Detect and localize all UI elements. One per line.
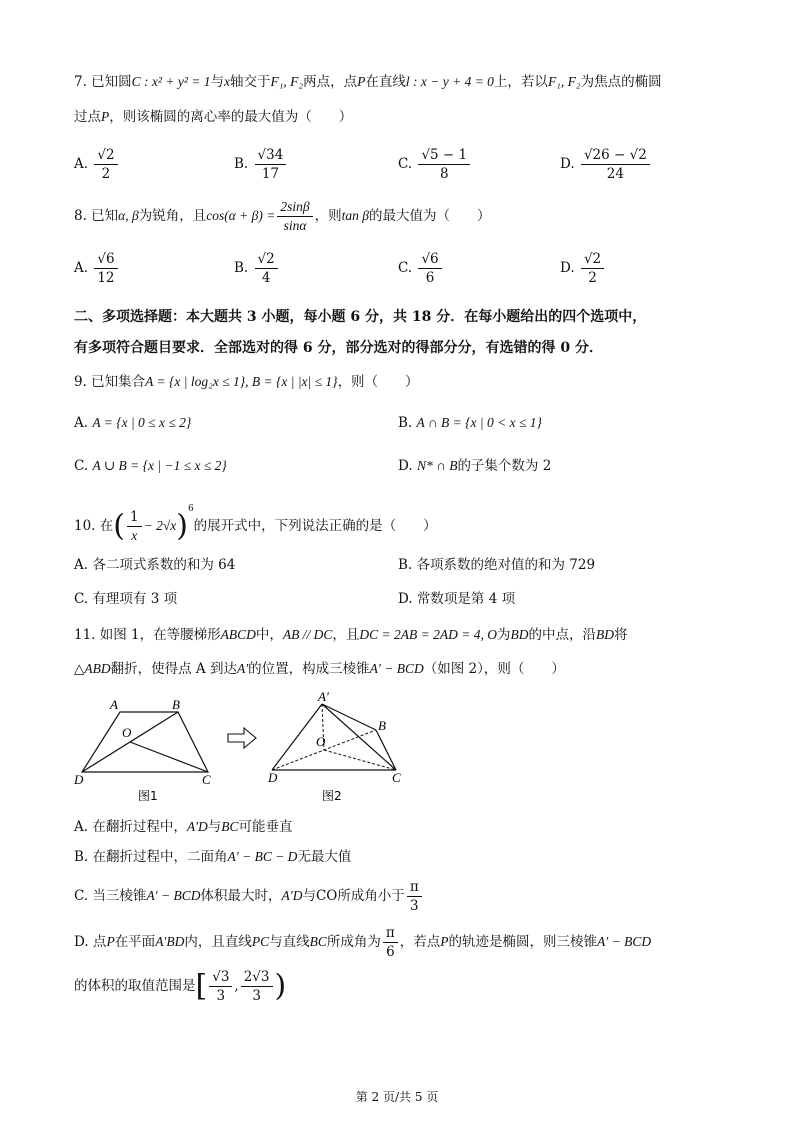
q10-power: 6 [187, 503, 194, 514]
q7-text: 两点，点 [303, 74, 358, 90]
frac-num: √3 [209, 968, 232, 987]
option-fraction [418, 250, 441, 287]
q8-option-c[interactable] [398, 250, 444, 287]
q8-text: 8. 已知 [74, 208, 119, 224]
q11-text: 无最大值 [297, 849, 352, 865]
edge-bc [376, 730, 396, 770]
q10-option-d[interactable]: D. 常数项是第 4 项 [398, 591, 516, 607]
option-fraction [581, 250, 604, 287]
q8-text: 为锐角，且 [138, 208, 207, 224]
q10-text: 10. 在 [74, 518, 114, 534]
q7-text: 在直线 [365, 74, 406, 90]
frac-num: 2√3 [241, 968, 273, 987]
q8-option-a[interactable] [74, 250, 120, 287]
label-a-prime: A′ [318, 690, 329, 704]
q11-text: 所成角小于 [337, 888, 405, 904]
frac-num: 1 [127, 508, 142, 527]
option-label: A. [74, 260, 89, 276]
frac-num: π [383, 924, 398, 943]
q11-text: 的位置，构成三棱锥 [248, 661, 370, 677]
q7-option-c[interactable] [398, 146, 472, 183]
range-low [209, 968, 232, 1005]
q11-text: C. 当三棱锥 [74, 888, 147, 904]
figure-1-caption: 图1 [138, 789, 158, 803]
q7-text: 轴交于 [229, 74, 271, 90]
figure-2-caption: 图2 [322, 789, 342, 803]
q11-option-d[interactable] [74, 924, 651, 961]
q11-option-b[interactable] [74, 847, 351, 867]
q7-option-a[interactable] [74, 146, 120, 183]
label-a: A [110, 697, 118, 712]
q7-text: 为焦点的椭圆 [580, 74, 662, 90]
q11-math: BC [221, 819, 239, 834]
q11-math: A′ − BCD [369, 661, 424, 676]
edge-ab [322, 704, 376, 730]
q11-text: 体积最大时， [200, 888, 282, 904]
frac-num: √34 [255, 146, 287, 165]
q7-var-p: P [357, 74, 366, 89]
q8-text: 的最大值为（ ） [368, 208, 491, 224]
q7-foci: F₁, F₂ [270, 74, 304, 89]
q8-vars: α, β [118, 208, 139, 223]
q11-line1 [74, 625, 627, 645]
q11-math: A′BD [155, 934, 185, 949]
q9-option-d-math: N* ∩ B [416, 458, 458, 473]
q10-option-c[interactable]: C. 有理项有 3 项 [74, 591, 178, 607]
q7-text: 与 [210, 74, 224, 90]
q10-option-b[interactable]: B. 各项系数的绝对值的和为 729 [398, 557, 596, 573]
option-fraction [255, 250, 278, 287]
q11-text: 与 [207, 819, 222, 835]
q11-math: △ABD [74, 661, 111, 676]
q8-text: ，则 [314, 208, 342, 224]
q11-option-d-line2: 的体积的取值范围是[ $\frac{√3}{3}$ , $\frac{2√3}{3}$ ) [74, 968, 287, 1004]
option-label: C. [74, 458, 89, 474]
q7-foci-2: F₁, F₂ [547, 74, 581, 89]
q9-option-b-math: A ∩ B = {x | 0 < x ≤ 1} [416, 415, 542, 430]
option-fraction [94, 250, 117, 287]
q11-math: A′ − BCD [597, 934, 652, 949]
q11-text: 在平面 [114, 934, 156, 950]
q11-text: （如图 2），则（ ） [423, 661, 565, 677]
q11-text: 将 [613, 627, 628, 643]
label-b: B [378, 718, 386, 733]
option-label: A. [74, 415, 89, 431]
q7-line2 [74, 107, 352, 127]
q11-math: BD [510, 627, 529, 642]
q11-text: A. 在翻折过程中， [74, 819, 187, 835]
q11-math: AB // DC [282, 627, 333, 642]
q11-text: 的中点，沿 [528, 627, 596, 643]
q8-stem [74, 198, 490, 235]
q7-text: 上，若以 [493, 74, 548, 90]
q11-text: 的体积的取值范围是 [74, 978, 196, 994]
frac-den: 6 [386, 944, 395, 960]
frac-den: 8 [439, 166, 449, 182]
q11-text: ，若点 [399, 934, 441, 950]
q7-text: 7. 已知圆 [74, 74, 132, 90]
segment-oc [130, 742, 208, 772]
option-label: D. [398, 458, 413, 474]
q11-c-fraction [407, 878, 422, 915]
q9-option-a-math: A = {x | 0 ≤ x ≤ 2} [92, 415, 192, 430]
frac-den: 3 [252, 988, 261, 1004]
q9-stem [74, 372, 419, 392]
q11-text: 中， [255, 627, 283, 643]
option-label: C. [398, 156, 413, 172]
q11-text: 11. 如图 1，在等腰梯形 [74, 627, 221, 643]
frac-num: 2sinβ [277, 198, 312, 217]
q11-line2 [74, 659, 565, 679]
frac-den: x [131, 528, 138, 543]
option-fraction [581, 146, 650, 183]
q7-var-p-2: P [101, 109, 110, 124]
q11-text: 所成角为 [326, 934, 381, 950]
trapezoid-abcd [82, 712, 208, 772]
q11-math: CO [315, 888, 338, 904]
paren-open: ( [113, 508, 125, 544]
frac-num: √2 [94, 146, 117, 165]
q11-text: 翻折，使得点 A 到达 [110, 661, 237, 677]
q11-math: PC [251, 934, 270, 949]
frac-num: √6 [418, 250, 441, 269]
option-fraction [94, 146, 117, 183]
q7-line1 [74, 72, 662, 92]
q11-d-fraction [383, 924, 398, 961]
frac-den: 2 [101, 166, 111, 182]
q7-var-x: x [223, 74, 230, 89]
q10-text: 的展开式中，下列说法正确的是（ ） [193, 518, 437, 534]
frac-num: √5 − 1 [418, 146, 470, 165]
frac-num: √2 [581, 250, 604, 269]
label-b: B [172, 697, 180, 712]
q11-text: 与直线 [269, 934, 310, 950]
paren-close: ) [176, 508, 188, 544]
q11-math: A′ [236, 661, 249, 676]
q11-math: A′D [186, 819, 208, 834]
q7-text: 过点 [74, 109, 101, 125]
q8-tan: tan β [341, 208, 369, 223]
bracket-open: [ [195, 968, 208, 1004]
q7-option-b[interactable] [234, 146, 288, 183]
frac-den: 24 [606, 166, 624, 182]
q11-text: 与 [302, 888, 316, 904]
option-fraction [418, 146, 470, 183]
q11-math: DC = 2AB = 2AD = 4, O [359, 627, 497, 642]
label-c: C [392, 770, 401, 785]
q11-text: 为 [496, 627, 511, 643]
q11-math-2: P [440, 934, 449, 949]
q11-math: P [106, 934, 115, 949]
label-d: D [268, 770, 278, 785]
frac-num: π [407, 878, 422, 897]
q9-option-d-text: 的子集个数为 2 [457, 458, 552, 474]
q7-circle-eq: C : x² + y² = 1 [131, 74, 211, 89]
q11-math: BC [309, 934, 327, 949]
option-label: B. [398, 415, 413, 431]
frac-den: 3 [410, 898, 419, 914]
option-label: C. [398, 260, 413, 276]
q8-option-d[interactable] [560, 250, 606, 287]
frac-num: √6 [94, 250, 117, 269]
label-d: D [74, 772, 84, 787]
q11-math: A′ − BCD [146, 888, 201, 903]
q11-text: D. 点 [74, 934, 107, 950]
q11-text: B. 在翻折过程中，二面角 [74, 849, 228, 865]
section2-line2: 有多项符合题目要求．全部选对的得 6 分，部分选对的得部分分，有选错的得 0 分． [74, 340, 603, 356]
q11-option-c[interactable] [74, 878, 424, 915]
q11-math-2: BD [595, 627, 614, 642]
option-label: D. [560, 156, 575, 172]
q9-text: ，则（ ） [337, 374, 419, 390]
q8-cos: cos(α + β) = [206, 208, 276, 223]
q7-option-d[interactable] [560, 146, 652, 183]
q9-sets: A = {x | log₂x ≤ 1}, B = {x | |x| ≤ 1} [145, 374, 338, 389]
frac-den: 4 [261, 270, 271, 286]
q9-text: 9. 已知集合 [74, 374, 146, 390]
q7-line-eq: l : x − y + 4 = 0 [405, 74, 494, 89]
page-footer: 第 2 页/共 5 页 [355, 1090, 439, 1104]
q11-math: A′ − BC − D [227, 849, 298, 864]
frac-num: √26 − √2 [581, 146, 650, 165]
q11-text: ，且 [332, 627, 360, 643]
q9-option-b[interactable] [398, 413, 542, 433]
frac-den: 2 [588, 270, 597, 286]
paren-close: ) [274, 968, 287, 1004]
figure-2 [267, 690, 401, 803]
q9-option-a[interactable] [74, 413, 191, 433]
frac-den: 3 [216, 988, 226, 1004]
q11-math: A′D [281, 888, 303, 903]
label-o: O [122, 725, 132, 740]
q11-text: 内，且直线 [184, 934, 252, 950]
q11-figures [60, 690, 440, 805]
q11-text: 的轨迹是椭圆，则三棱锥 [448, 934, 598, 950]
frac-den: 6 [425, 270, 435, 286]
option-label: D. [560, 260, 575, 276]
option-label: B. [234, 156, 249, 172]
option-label: A. [74, 156, 89, 172]
figure-1 [73, 697, 211, 803]
option-label: B. [234, 260, 249, 276]
q9-option-d[interactable] [398, 456, 551, 476]
q9-option-c[interactable] [74, 456, 227, 476]
q10-fraction [127, 508, 142, 545]
frac-den: sinα [283, 218, 307, 233]
option-fraction [255, 146, 287, 183]
q10-expr: − 2√x [143, 518, 177, 533]
q11-option-a[interactable] [74, 817, 293, 837]
range-high [241, 968, 273, 1005]
label-o: O [316, 734, 326, 749]
label-c: C [202, 772, 211, 787]
q11-math: ABCD [220, 627, 256, 642]
q10-stem [74, 503, 437, 545]
q9-option-c-math: A ∪ B = {x | −1 ≤ x ≤ 2} [92, 458, 227, 473]
frac-den: 17 [261, 166, 279, 182]
q8-option-b[interactable] [234, 250, 280, 287]
q7-text: ，则该椭圆的离心率的最大值为（ ） [109, 109, 353, 125]
q10-option-a[interactable]: A. 各二项式系数的和为 64 [74, 557, 236, 573]
q11-text: 可能垂直 [238, 819, 293, 835]
section2-line1: 二、多项选择题：本大题共 3 小题，每小题 6 分，共 18 分．在每小题给出的四个选项中， [74, 309, 647, 325]
frac-den: 12 [97, 270, 115, 286]
q8-fraction [277, 198, 312, 235]
frac-num: √2 [255, 250, 278, 269]
arrow-icon [228, 728, 256, 748]
